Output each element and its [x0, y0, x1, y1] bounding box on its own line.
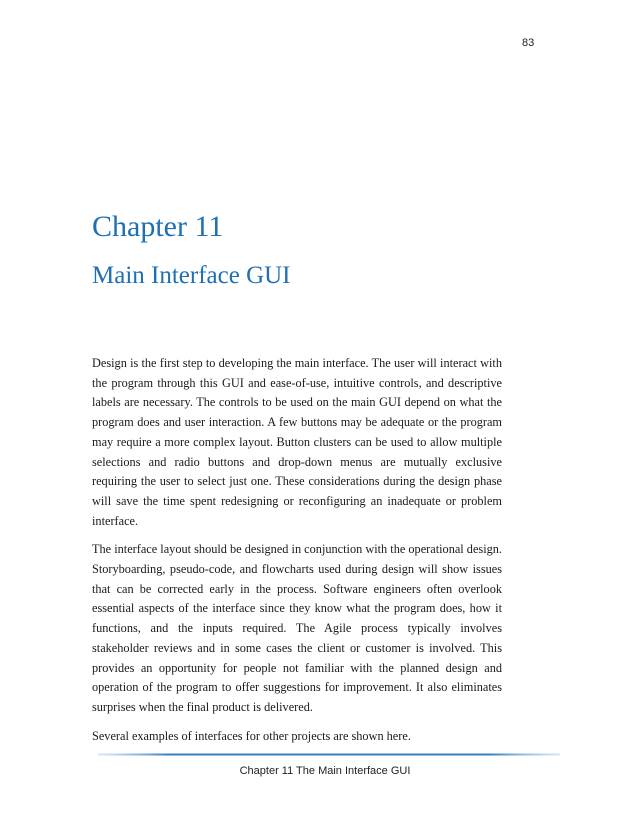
footer-text: Chapter 11 The Main Interface GUI [239, 765, 411, 777]
chapter-number: Chapter 11 [92, 210, 224, 243]
page-number: 83 [522, 37, 535, 49]
chapter-title: Main Interface GUI [92, 262, 291, 289]
body-text [92, 354, 502, 755]
paragraph: The interface layout should be designed in conjunction with the operational design. Storyboarding, pseudo-code, and flowcharts used during design will show issues that can be corrected early in the process. Software engineers often overlook essential aspects of the interface since they know what the program does, how it functions, and the inputs required. The Agile process typically involves stakeholder reviews and in some cases the client or customer is involved. This provides an opportunity for people not familiar with the planned design and operation of the program to offer suggestions for improvement. It also eliminates surprises when the final product is delivered. [92, 542, 502, 714]
footer-rule [98, 753, 560, 756]
paragraph: Design is the first step to developing the main interface. The user will interact with the program through this GUI and ease-of-use, intuitive controls, and descriptive labels are necessary. The controls to be used on the main GUI depend on what the program does and user interaction. A few buttons may be adequate or the program may require a more complex layout. Button clusters can be used to allow multiple selections and radio buttons and drop-down menus are mutually exclusive requiring the user to select just one. These considerations during the design phase will save the time spent redesigning or reconfiguring an inadequate or problem interface. [92, 356, 502, 528]
paragraph: Several examples of interfaces for other projects are shown here. [92, 728, 411, 743]
